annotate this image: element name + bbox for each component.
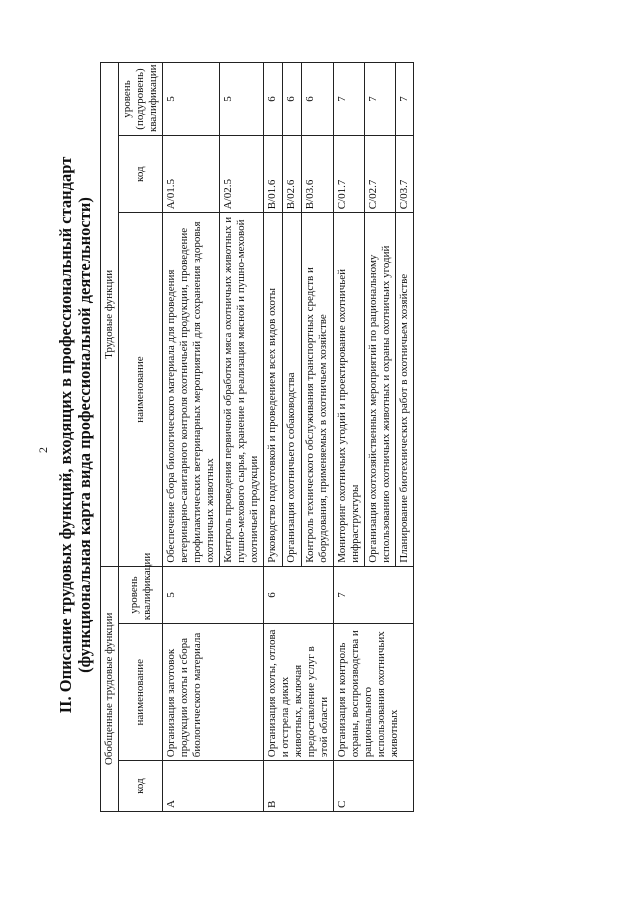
function-code-cell: A/02.5 [220,135,264,212]
header-level: уровень квалификации [119,566,163,623]
function-level-cell: 6 [282,63,301,136]
function-level-cell: 7 [365,63,396,136]
function-code-cell: A/01.5 [163,135,220,212]
header-functions: Трудовые функции [101,63,119,567]
table-row [163,63,220,812]
group-name-cell: Организация и контроль охраны, воспроизводства и рационального использования охотничьих животных [334,624,414,761]
group-name-cell: Организация охоты, отлова и отстрела диких животных, включая предоставление услуг в этой области [264,624,334,761]
page-number: 2 [36,447,50,453]
function-level-cell: 6 [264,63,283,136]
header-code: код [119,761,163,812]
group-name-cell: Организация заготовок продукции охоты и сбора биологического материала [163,624,264,761]
function-code-cell: C/03.7 [396,135,414,212]
function-code-cell: B/03.6 [301,135,333,212]
header-row-1 [101,63,119,812]
function-code-cell: B/02.6 [282,135,301,212]
function-level-cell: 5 [163,63,220,136]
function-name-cell: Мониторинг охотничьих угодий и проектирование охотничьей инфраструктуры [334,213,365,566]
function-code-cell: C/02.7 [365,135,396,212]
group-level-cell: 7 [334,566,414,623]
functional-map-table [100,62,414,812]
function-code-cell: B/01.6 [264,135,283,212]
function-name-cell: Планирование биотехнических работ в охотничьем хозяйстве [396,213,414,566]
header-generalized: Обобщенные трудовые функции [101,566,119,811]
table-row [334,63,365,812]
header-function-level: уровень (подуровень) квалификации [119,63,163,136]
function-level-cell: 7 [334,63,365,136]
header-function-name: наименование [119,213,163,566]
title-line-2: (функциональная карта вида профессиональной деятельности) [75,197,94,673]
function-level-cell: 7 [396,63,414,136]
header-name: наименование [119,624,163,761]
function-level-cell: 6 [301,63,333,136]
function-code-cell: C/01.7 [334,135,365,212]
group-code-cell: C [334,761,414,812]
group-code-cell: A [163,761,264,812]
header-row-2 [119,63,163,812]
function-level-cell: 5 [220,63,264,136]
title-line-1: II. Описание трудовых функций, входящих в профессиональный стандарт [56,156,75,714]
function-name-cell: Контроль технического обслуживания транспортных средств и оборудования, применяемых в охотничьем хозяйстве [301,213,333,566]
header-function-code: код [119,135,163,212]
page-title [56,85,94,785]
function-name-cell: Организация охотхозяйственных мероприятий по рациональному использованию охотничьих животных и охраны охотничьих угодий [365,213,396,566]
function-name-cell: Организация охотничьего собаководства [282,213,301,566]
function-name-cell: Обеспечение сбора биологического материала для проведения ветеринарно-санитарного контроля охотничьей продукции, проведение профилактических ветеринарных мероприятий для сохранения здоровья охотничьих животных [163,213,220,566]
table-row [264,63,283,812]
group-level-cell: 6 [264,566,334,623]
function-name-cell: Руководство подготовкой и проведением всех видов охоты [264,213,283,566]
function-name-cell: Контроль проведения первичной обработки мяса охотничьих животных и пушно-мехового сырья, хранение и реализация мясной и пушно-меховой охотничьей продукции [220,213,264,566]
group-level-cell: 5 [163,566,264,623]
group-code-cell: B [264,761,334,812]
